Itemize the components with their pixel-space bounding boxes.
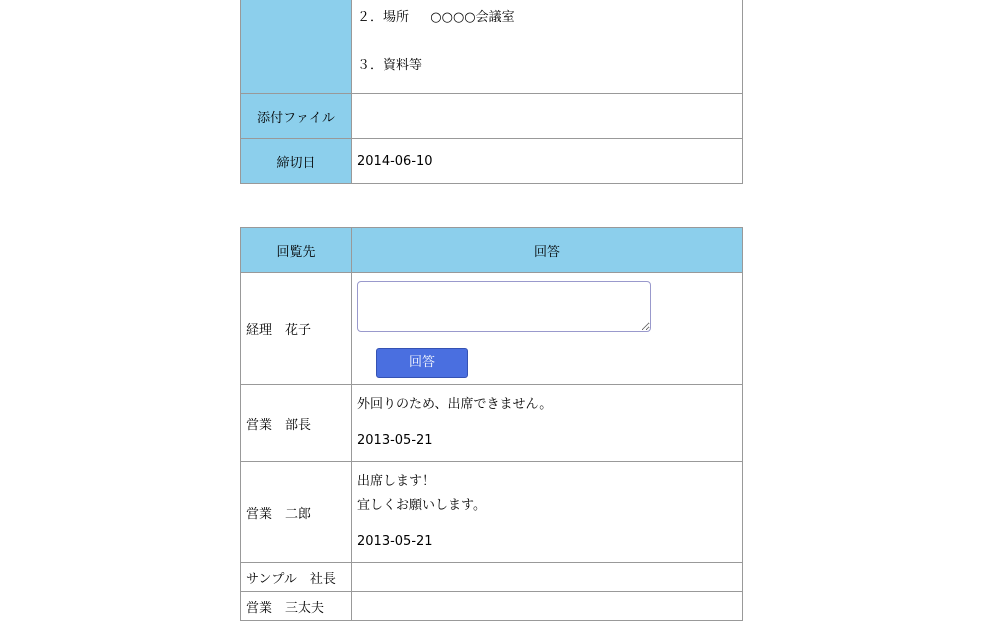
table-row bbox=[241, 592, 743, 621]
table-row bbox=[241, 273, 743, 385]
answer-date: 2013-05-21 bbox=[357, 534, 433, 549]
answer-date: 2013-05-21 bbox=[357, 433, 433, 448]
detail-body-label-cell bbox=[241, 0, 352, 94]
recipient-name: 営業 二郎 bbox=[241, 462, 352, 563]
answer-text: 外回りのため、出席できません。 bbox=[357, 397, 553, 412]
circulation-header-row bbox=[241, 228, 743, 273]
detail-body-cell bbox=[352, 0, 743, 94]
attachment-value bbox=[352, 94, 743, 139]
circulation-table bbox=[240, 227, 743, 621]
answer-button[interactable]: 回答 bbox=[376, 348, 468, 378]
recipient-name: サンプル 社長 bbox=[241, 563, 352, 592]
header-recipient: 回覧先 bbox=[241, 228, 352, 273]
answer-form-cell bbox=[352, 273, 743, 385]
recipient-name: 営業 部長 bbox=[241, 385, 352, 462]
body-line-place: ２．場所 ○○○○会議室 bbox=[357, 10, 515, 25]
answer-text: 出席します！ bbox=[357, 474, 436, 489]
deadline-value: 2014-06-10 bbox=[352, 139, 743, 184]
answer-cell bbox=[352, 592, 743, 621]
answer-cell bbox=[352, 462, 743, 563]
table-row bbox=[241, 462, 743, 563]
detail-table bbox=[240, 0, 743, 184]
table-row bbox=[241, 563, 743, 592]
answer-text: 宜しくお願いします。 bbox=[357, 498, 486, 513]
attachment-row bbox=[241, 94, 743, 139]
deadline-label: 締切日 bbox=[241, 139, 352, 184]
body-line-materials: ３．資料等 bbox=[357, 58, 423, 73]
answer-cell bbox=[352, 385, 743, 462]
attachment-label: 添付ファイル bbox=[241, 94, 352, 139]
deadline-row bbox=[241, 139, 743, 184]
recipient-name: 営業 三太夫 bbox=[241, 592, 352, 621]
detail-body-row bbox=[241, 0, 743, 94]
answer-cell bbox=[352, 563, 743, 592]
recipient-name: 経理 花子 bbox=[241, 273, 352, 385]
answer-input[interactable] bbox=[357, 281, 651, 332]
header-answer: 回答 bbox=[352, 228, 743, 273]
table-row bbox=[241, 385, 743, 462]
